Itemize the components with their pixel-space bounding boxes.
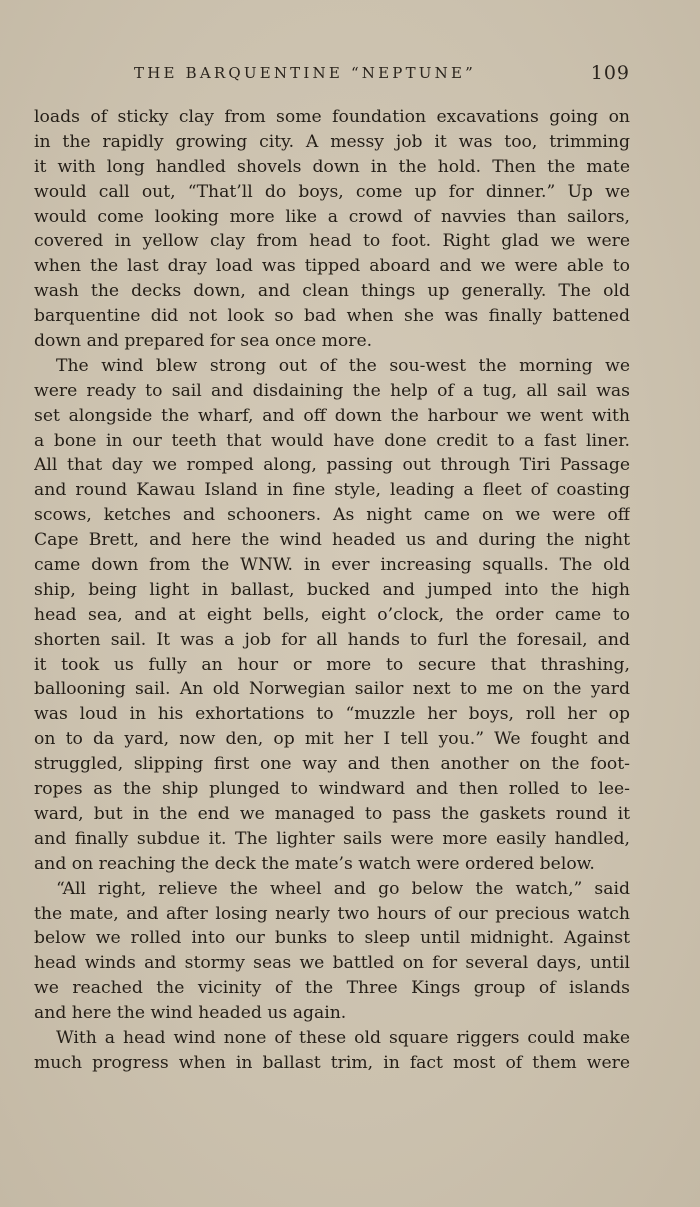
- text-line: shorten sail. It was a job for all hands to furl the foresail, and: [34, 629, 630, 650]
- text-line: ward, but in the end we managed to pass the gaskets round it: [34, 803, 630, 824]
- text-line: and finally subdue it. The lighter sails were more easily handled,: [34, 828, 630, 849]
- text-line: set alongside the wharf, and off down the harbour we went with: [34, 405, 630, 426]
- text-line: and round Kawau Island in fine style, leading a fleet of coasting: [34, 480, 630, 501]
- text-line: were ready to sail and disdaining the help of a tug, all sail was: [34, 380, 630, 401]
- text-line: ship, being light in ballast, bucked and jumped into the high: [34, 579, 630, 600]
- text-line: it took us fully an hour or more to secure that thrashing,: [34, 654, 630, 675]
- text-line: scows, ketches and schooners. As night came on we were off: [34, 505, 630, 526]
- text-line: came down from the WNW. in ever increasing squalls. The old: [34, 555, 630, 576]
- page-number: 109: [590, 62, 630, 84]
- text-line: ropes as the ship plunged to windward and then rolled to lee-: [34, 779, 630, 800]
- text-line: struggled, slipping first one way and then another on the foot-: [34, 754, 630, 775]
- text-line: it with long handled shovels down in the hold. Then the mate: [34, 156, 630, 177]
- text-line: would come looking more like a crowd of navvies than sailors,: [34, 206, 630, 227]
- text-line: in the rapidly growing city. A messy job it was too, trimming: [34, 131, 630, 152]
- text-line: down and prepared for sea once more.: [34, 331, 373, 352]
- running-title: THE BARQUENTINE “NEPTUNE”: [134, 64, 476, 82]
- text-line: would call out, “That’ll do boys, come up for dinner.” Up we: [34, 181, 630, 202]
- text-line: below we rolled into our bunks to sleep until midnight. Against: [34, 928, 630, 949]
- text-line: All that day we romped along, passing out through Tiri Passage: [34, 455, 630, 476]
- text-line: the mate, and after losing nearly two hours of our precious watch: [34, 903, 630, 924]
- text-line: when the last dray load was tipped aboard and we were able to: [34, 256, 630, 277]
- text-line: on to da yard, now den, op mit her I tell you.” We fought and: [34, 729, 630, 750]
- text-line: and on reaching the deck the mate’s watch were ordered below.: [34, 853, 595, 874]
- text-line: The wind blew strong out of the sou-west the morning we: [56, 355, 630, 376]
- body-text: [34, 105, 630, 1076]
- text-line: head winds and stormy seas we battled on for several days, until: [34, 953, 630, 974]
- text-line: and here the wind headed us again.: [34, 1003, 347, 1024]
- text-line: “All right, relieve the wheel and go below the watch,” said: [56, 878, 630, 899]
- text-line: head sea, and at eight bells, eight o’clock, the order came to: [34, 604, 630, 625]
- text-line: ballooning sail. An old Norwegian sailor next to me on the yard: [34, 679, 630, 700]
- running-head: [34, 62, 630, 90]
- text-line: we reached the vicinity of the Three Kings group of islands: [34, 978, 630, 999]
- text-line: covered in yellow clay from head to foot. Right glad we were: [34, 231, 630, 252]
- text-line: much progress when in ballast trim, in fact most of them were: [34, 1052, 630, 1073]
- text-line: wash the decks down, and clean things up generally. The old: [34, 281, 630, 302]
- text-line: a bone in our teeth that would have done credit to a fast liner.: [34, 430, 630, 451]
- text-line: loads of sticky clay from some foundation excavations going on: [34, 107, 630, 127]
- text-line: barquentine did not look so bad when she was finally battened: [34, 306, 630, 327]
- text-line: Cape Brett, and here the wind headed us and during the night: [34, 530, 630, 551]
- text-line: With a head wind none of these old square riggers could make: [56, 1027, 630, 1048]
- text-line: was loud in his exhortations to “muzzle her boys, roll her op: [34, 704, 630, 725]
